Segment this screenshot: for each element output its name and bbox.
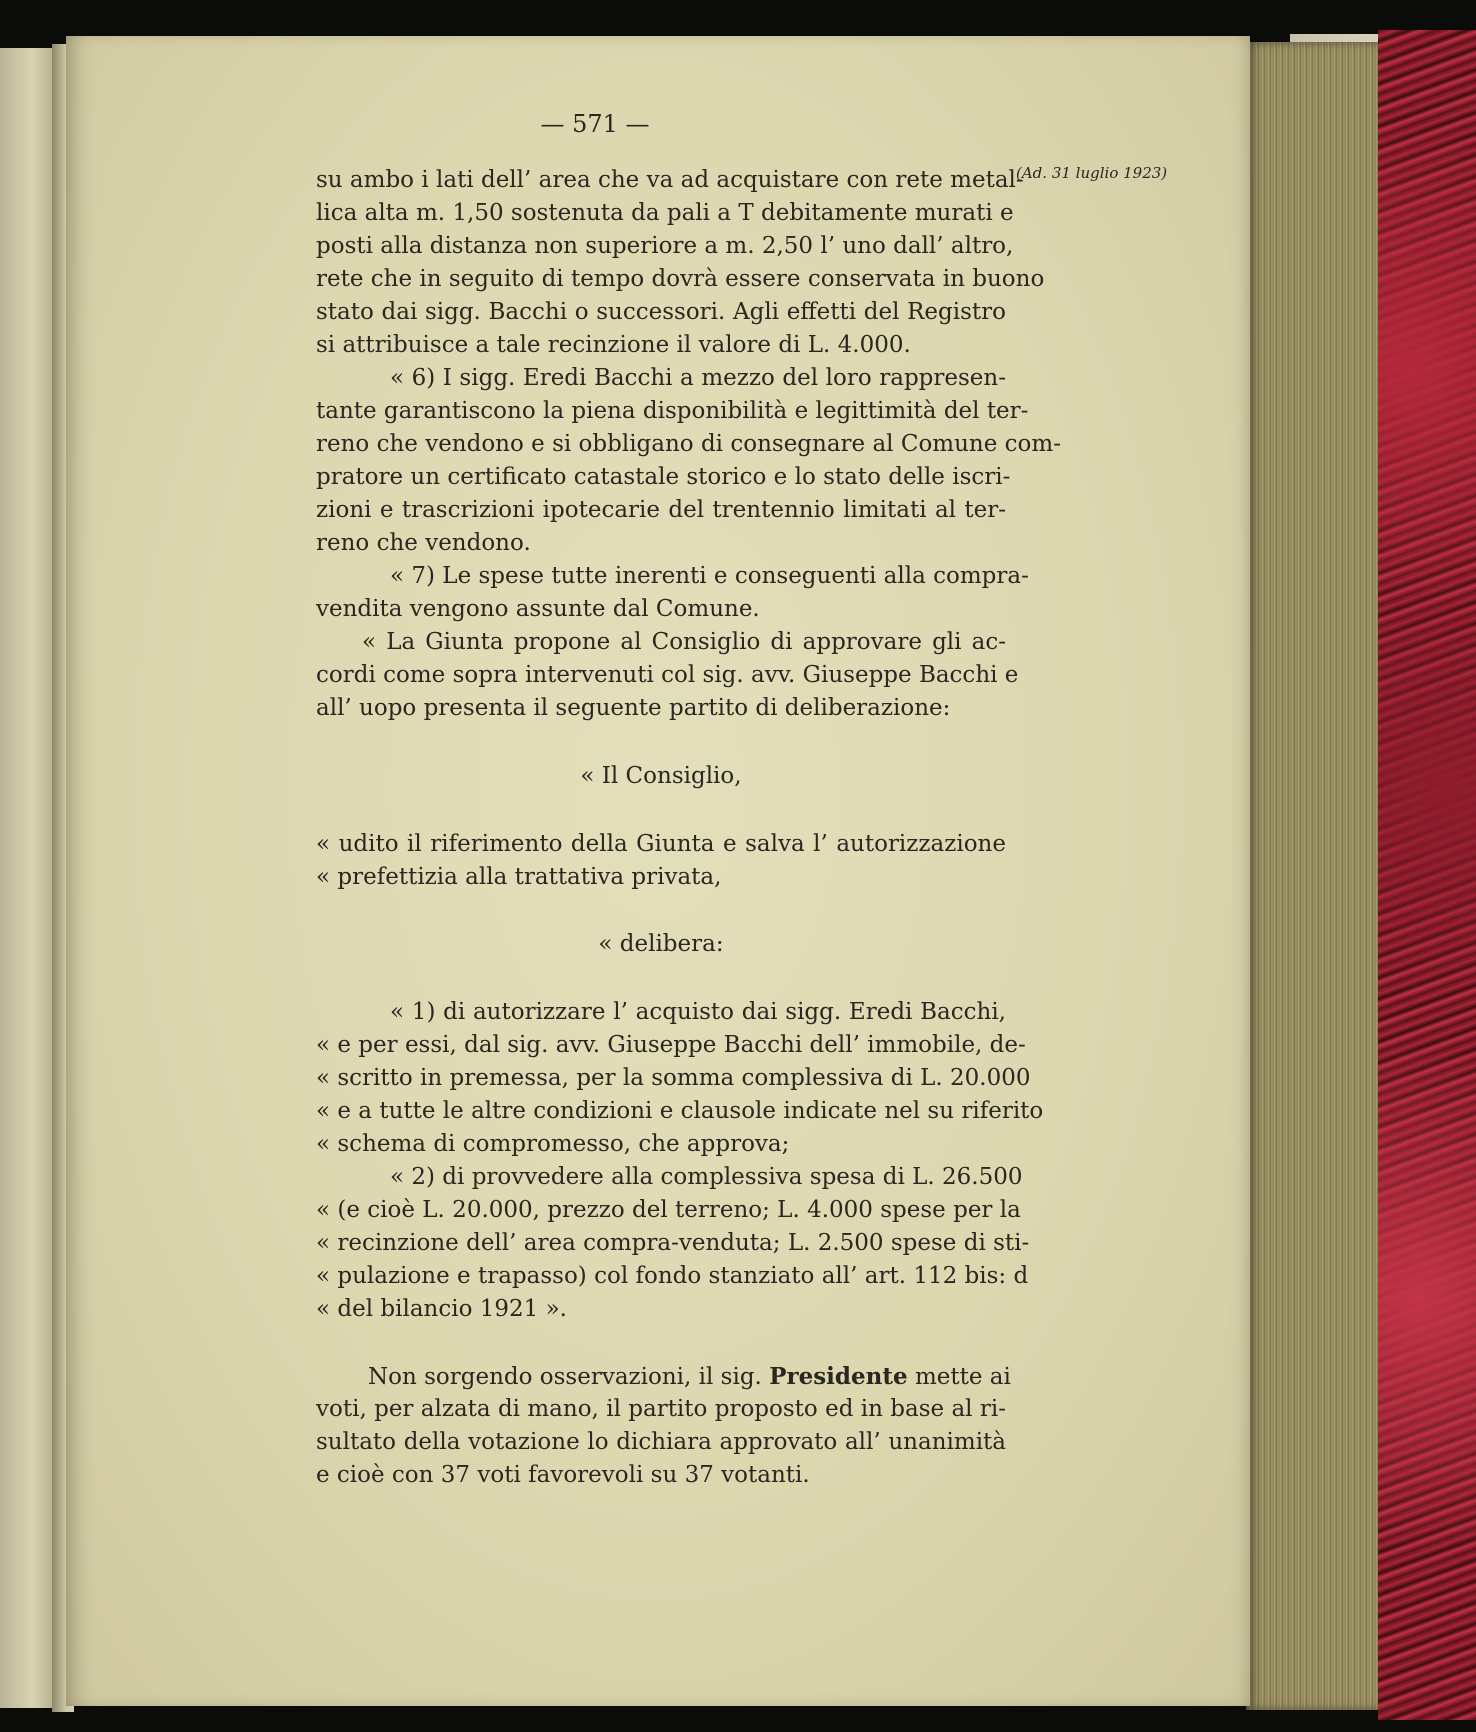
text-line: vendita vengono assunte dal Comune. <box>316 596 760 622</box>
closing-line: e cioè con 37 voti favorevoli su 37 votanti. <box>316 1462 810 1488</box>
text-line: rete che in seguito di tempo dovrà essere conservata in buono <box>316 266 1045 292</box>
text-line: « del bilancio 1921 ». <box>316 1296 567 1322</box>
text-line: « 6) I sigg. Eredi Bacchi a mezzo del loro rappresen- <box>390 365 1006 391</box>
closing-text: Non sorgendo osservazioni, il sig. <box>368 1364 762 1390</box>
margin-date-note: (Ad. 31 luglio 1923) <box>1016 164 1168 182</box>
closing-line <box>368 1360 1011 1394</box>
text-line: « 2) di provvedere alla complessiva spesa di L. 26.500 <box>390 1164 1023 1190</box>
marbled-cover <box>1378 30 1476 1720</box>
text-line: zioni e trascrizioni ipotecarie del trentennio limitati al ter- <box>316 497 1006 523</box>
text-line: « scritto in premessa, per la somma complessiva di L. 20.000 <box>316 1065 1031 1091</box>
closing-line: sultato della votazione lo dichiara approvato all’ unanimità <box>316 1429 1006 1455</box>
text-line: « recinzione dell’ area compra-venduta; L. 2.500 spese di sti- <box>316 1230 1030 1256</box>
text-line: all’ uopo presenta il seguente partito di deliberazione: <box>316 695 951 721</box>
text-line: reno che vendono e si obbligano di consegnare al Comune com- <box>316 431 1061 457</box>
text-line: « schema di compromesso, che approva; <box>316 1131 790 1157</box>
text-line: « 7) Le spese tutte inerenti e conseguenti alla compra- <box>390 563 1029 589</box>
text-line: « e per essi, dal sig. avv. Giuseppe Bacchi dell’ immobile, de- <box>316 1032 1026 1058</box>
presidente-label: Presidente <box>769 1363 908 1390</box>
text-line: su ambo i lati dell’ area che va ad acquistare con rete metal- <box>316 167 1024 193</box>
heading-delibera: « delibera: <box>598 931 724 957</box>
text-line: « prefettizia alla trattativa privata, <box>316 864 722 890</box>
text-line: cordi come sopra intervenuti col sig. avv. Giuseppe Bacchi e <box>316 662 1019 688</box>
page-block-edges <box>1246 42 1378 1710</box>
text-line: pratore un certificato catastale storico e lo stato delle iscri- <box>316 464 1011 490</box>
text-line: « La Giunta propone al Consiglio di approvare gli ac- <box>362 629 1006 655</box>
page-number: — 571 — <box>540 110 650 138</box>
text-line: « (e cioè L. 20.000, prezzo del terreno; L. 4.000 spese per la <box>316 1197 1021 1223</box>
text-line: reno che vendono. <box>316 530 531 556</box>
text-line: « e a tutte le altre condizioni e clausole indicate nel su riferito <box>316 1098 1044 1124</box>
heading-consiglio: « Il Consiglio, <box>580 763 742 789</box>
text-line: « udito il riferimento della Giunta e salva l’ autorizzazione <box>316 831 1006 857</box>
left-page-edge <box>0 48 60 1708</box>
text-line: stato dai sigg. Bacchi o successori. Agli effetti del Registro <box>316 299 1006 325</box>
closing-line: voti, per alzata di mano, il partito proposto ed in base al ri- <box>316 1396 1006 1422</box>
text-line: lica alta m. 1,50 sostenuta da pali a T debitamente murati e <box>316 200 1014 226</box>
closing-text: mette ai <box>914 1364 1011 1390</box>
text-line: « pulazione e trapasso) col fondo stanziato all’ art. 112 bis: d <box>316 1263 1029 1289</box>
text-line: « 1) di autorizzare l’ acquisto dai sigg. Eredi Bacchi, <box>390 999 1006 1025</box>
text-line: posti alla distanza non superiore a m. 2,50 l’ uno dall’ altro, <box>316 233 1014 259</box>
text-line: tante garantiscono la piena disponibilità e legittimità del ter- <box>316 398 1029 424</box>
text-line: si attribuisce a tale recinzione il valore di L. 4.000. <box>316 332 911 358</box>
